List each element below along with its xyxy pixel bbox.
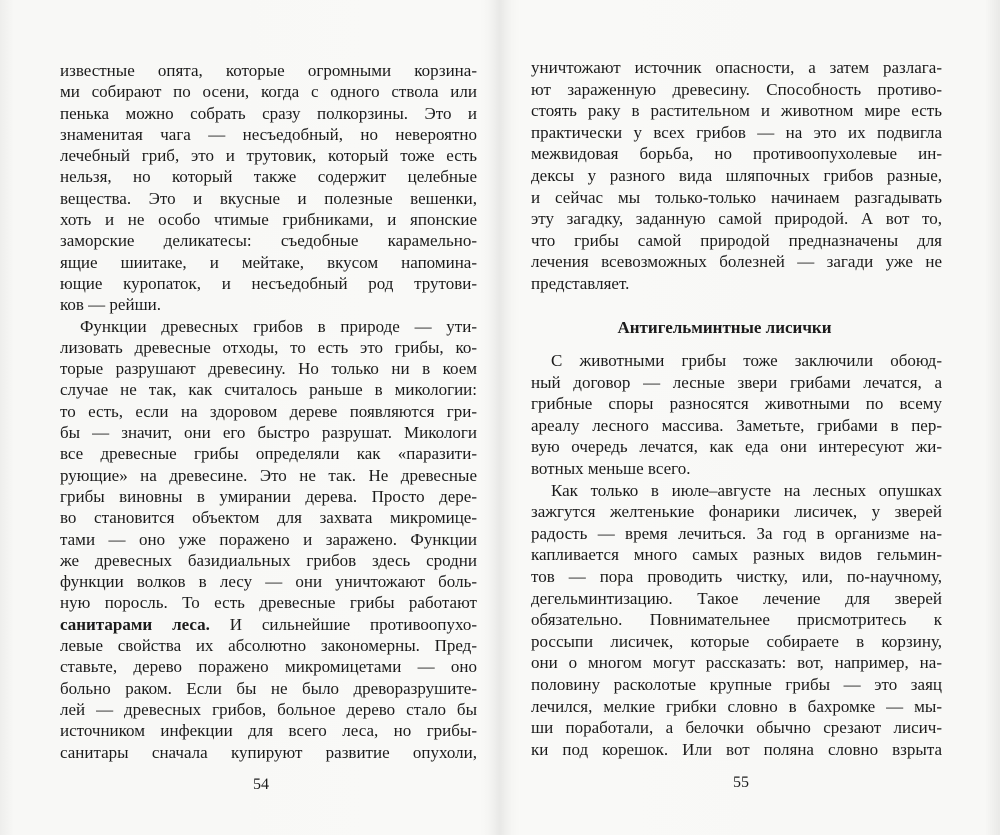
- text-line: стоять раку в растительном и животном мире есть: [531, 101, 942, 121]
- text-line: пенька можно собрать сразу полкорзины. Это и: [60, 103, 477, 123]
- text-line: ставьте, дерево поражено микромицетами — оно: [60, 657, 477, 677]
- text-line: межвидовая борьба, но противоопухолевые ин-: [531, 144, 942, 164]
- text-line: то есть, если на здоровом дереве появляются гри-: [60, 401, 477, 421]
- text-line: дегельминтизацию. Такое лечение для зверей: [531, 588, 942, 608]
- text-line: представляет.: [531, 273, 630, 293]
- text-line: лечился, мелкие грибки словно в бахромке — мы-: [531, 696, 942, 716]
- section-heading: Антигельминтные лисички: [617, 318, 832, 338]
- text-line: грибы виновны в умирании дерева. Просто дере-: [60, 486, 477, 506]
- text-line: ящие шиитаке, и мейтаке, вкусом напомина-: [60, 252, 477, 272]
- text-line: С животными грибы тоже заключили обоюд-: [551, 351, 942, 371]
- text-line: левые свойства их абсолютно закономерны. Пред-: [60, 636, 477, 656]
- text-line: эту загадку, заданную самой природой. А вот то,: [531, 209, 942, 229]
- text-line: дексы у разного вида шляпочных грибов разные,: [531, 165, 942, 185]
- text-line: во становится объектом для захвата микромице-: [60, 508, 477, 528]
- text-line: лечебный гриб, это и трутовик, который тоже есть: [60, 146, 477, 166]
- text-line: заморские деликатесы: съедобные карамельно-: [60, 231, 477, 251]
- text-line: вотных меньше всего.: [531, 459, 691, 479]
- text-line: Функции древесных грибов в природе — ути-: [80, 316, 477, 336]
- text-line: радость — время лечиться. За год в организме на-: [531, 523, 942, 543]
- text-line: вещества. Это и вкусные и полезные вешенки,: [60, 188, 477, 208]
- text-line: ков — рейши.: [60, 295, 162, 315]
- text-line: санитары сначала купируют развитие опухоли,: [60, 742, 477, 762]
- text-line: и сейчас мы только-только начинаем разгадывать: [531, 187, 942, 207]
- right-page-text: [531, 57, 942, 760]
- text-line: ши поработали, а белочки обычно срезают лисич-: [531, 718, 942, 738]
- text-line: же древесных базидиальных грибов здесь сродни: [60, 550, 477, 570]
- text-line: ареалу лесного массива. Заметьте, грибами в пер-: [531, 415, 942, 435]
- text-line: нельзя, но который также содержит целебные: [60, 167, 477, 187]
- text-line: ющие куропаток, и несъедобный род трутови-: [60, 273, 477, 293]
- text-line: уничтожают источник опасности, а затем разлага-: [531, 58, 942, 77]
- text-line: функции волков в лесу — они уничтожают боль-: [60, 572, 477, 592]
- page-number-right: 55: [733, 774, 749, 791]
- text-line: половину расколотые крупные грибы — это заяц: [531, 675, 942, 695]
- text-line: знаменитая чага — несъедобный, но невероятно: [60, 124, 477, 144]
- text-line: рующие» на древесине. Это не так. Не древесные: [60, 465, 477, 485]
- paragraph: [60, 316, 477, 763]
- text-line: лизовать древесные отходы, то есть это грибы, ко-: [60, 337, 477, 357]
- text-line: что грибы самой природой предназначены для: [531, 230, 942, 250]
- text-line: вую очередь лечатся, как еда они интересуют жи-: [531, 437, 942, 457]
- paragraph: [531, 350, 942, 480]
- text-line: они о многом могут рассказать: вот, например, на-: [531, 653, 942, 673]
- text-line: тов — пора проводить чистку, или, по-научному,: [531, 567, 942, 587]
- text-line: случае не так, как считалось раньше в микологии:: [60, 380, 477, 400]
- paragraph: [531, 480, 942, 761]
- text-line: больно раком. Если бы не было древоразрушите-: [60, 678, 477, 698]
- paragraph: [531, 57, 942, 295]
- text-line: ют зараженную древесину. Способность противо-: [531, 79, 942, 99]
- text-line: лечения всевозможных болезней — загади уже не: [531, 252, 942, 272]
- text-line: ки под корешок. Или вот поляна словно взрыта: [531, 739, 942, 759]
- text-line: источником инфекции для всего леса, но грибы-: [60, 721, 477, 741]
- text-line: ную поросль. То есть древесные грибы работают: [60, 593, 477, 613]
- text-line: [60, 614, 477, 635]
- left-page-text: [60, 60, 477, 763]
- text-segment: И сильнейшие противоопухо-: [209, 614, 477, 634]
- text-line: Как только в июле–августе на лесных опушках: [551, 480, 942, 500]
- page-gutter: [488, 0, 512, 835]
- page-number-left: 54: [253, 776, 269, 793]
- text-line: практически у всех грибов — на это их подвигла: [531, 122, 942, 142]
- text-line: ми собирают по осени, когда с одного ствола или: [60, 82, 477, 102]
- text-line: известные опята, которые огромными корзина-: [60, 61, 477, 80]
- text-line: все древесные грибы определяли как «паразити-: [60, 444, 477, 464]
- text-line: капливается много самых разных видов гельмин-: [531, 545, 942, 565]
- text-line: тами — оно уже поражено и заражено. Функции: [60, 529, 477, 549]
- text-line: ный договор — лесные звери грибами лечатся, а: [531, 372, 942, 392]
- text-line: хоть и не особо чтимые грибниками, и японские: [60, 210, 477, 230]
- text-line: бы — значит, они его быстро разрушат. Микологи: [60, 423, 477, 443]
- text-line: лей — древесных грибов, больное дерево стало бы: [60, 699, 477, 719]
- paragraph: [60, 60, 477, 316]
- text-line: торые разрушают древесину. Но только ни в коем: [60, 359, 477, 379]
- bold-emphasis: санитарами леса.: [60, 614, 210, 634]
- text-line: обязательно. Повнимательнее присмотритесь к: [531, 610, 942, 630]
- text-line: россыпи лисичек, которые собираете в корзину,: [531, 631, 942, 651]
- text-line: зажгутся желтенькие фонарики лисичек, у зверей: [531, 502, 942, 522]
- text-line: грибные споры разносятся животными по всему: [531, 394, 942, 414]
